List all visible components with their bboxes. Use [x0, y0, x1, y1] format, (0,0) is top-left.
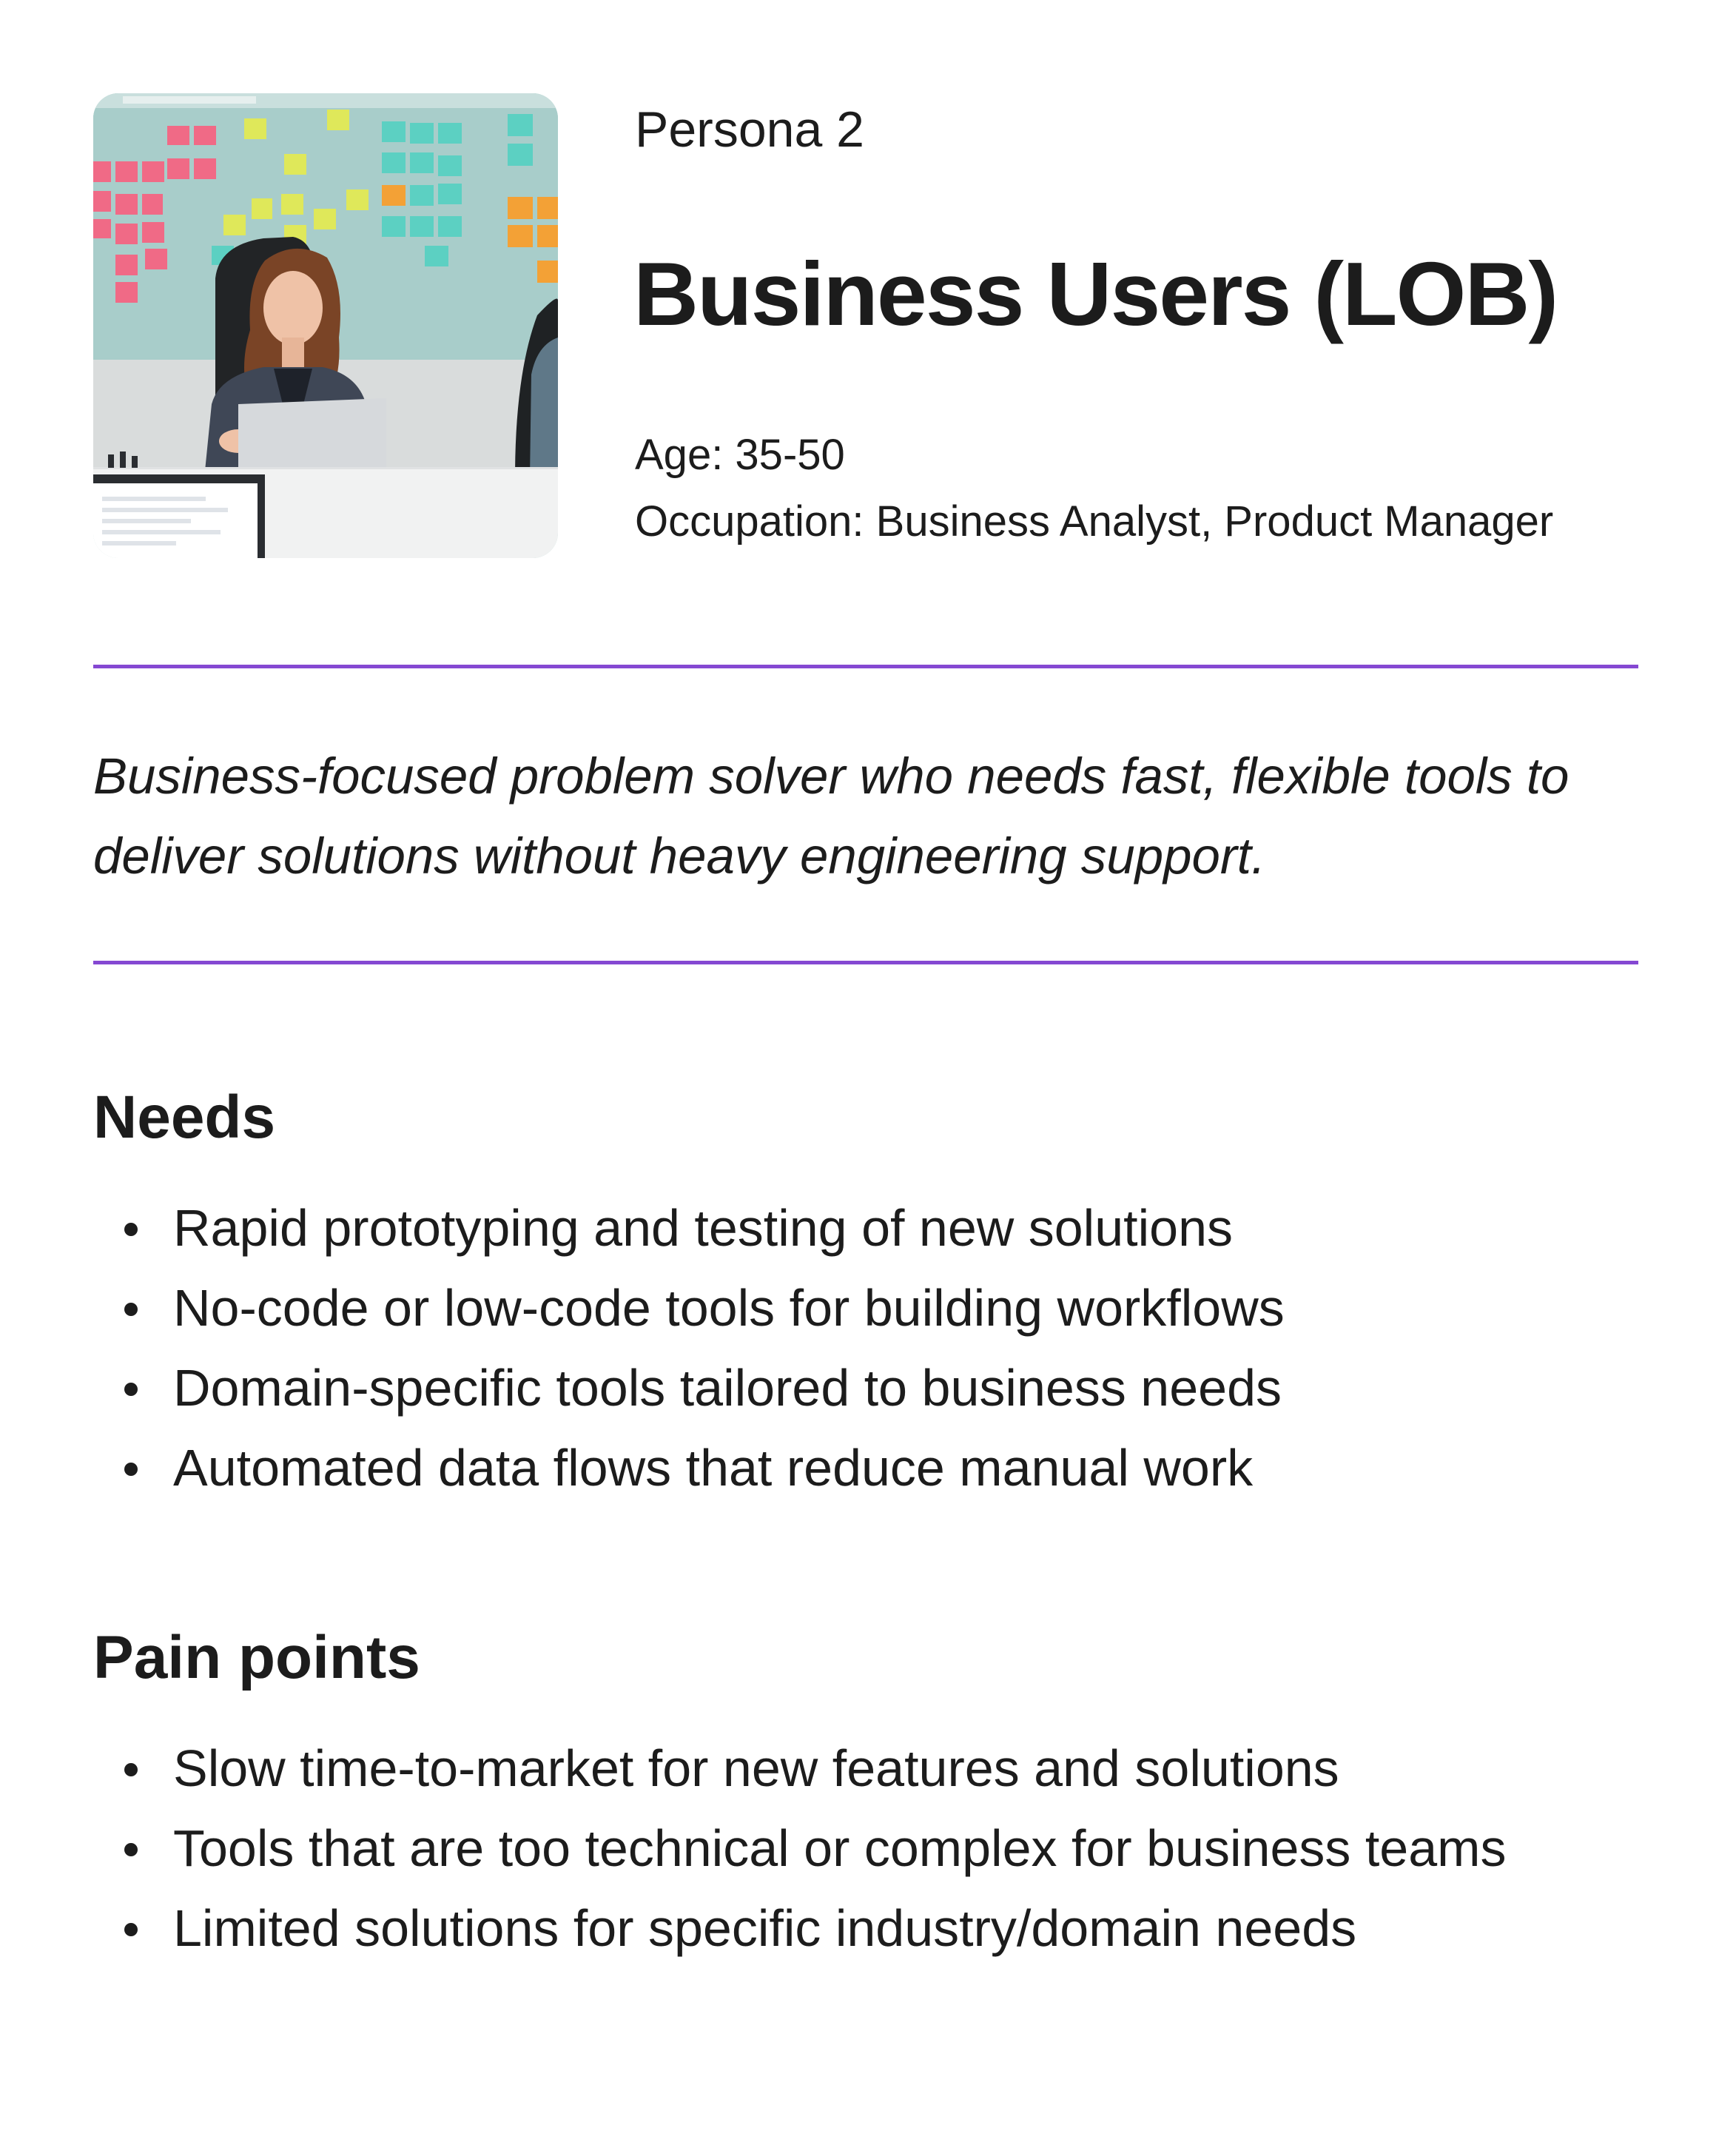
persona-tagline: Business-focused problem solver who needs fast, flexible tools to deliver solutions without heavy engineering support. — [93, 748, 1570, 884]
bullet-icon — [124, 1463, 138, 1476]
divider-top — [93, 665, 1638, 668]
list-item — [93, 1808, 1506, 1888]
persona-number: Persona 2 — [635, 101, 864, 158]
list-item-text: Tools that are too technical or complex for business teams — [173, 1819, 1507, 1877]
list-item — [93, 1428, 1285, 1508]
list-item-text: Rapid prototyping and testing of new solutions — [173, 1199, 1234, 1257]
list-item — [93, 1888, 1506, 1968]
needs-heading: Needs — [93, 1084, 276, 1151]
list-item-text: Automated data flows that reduce manual work — [173, 1439, 1254, 1497]
persona-photo — [93, 93, 558, 558]
bullet-icon — [124, 1223, 138, 1236]
list-item — [93, 1268, 1285, 1348]
age-text: Age: 35-50 — [635, 431, 845, 479]
pain-points-list — [93, 1728, 1506, 1968]
pain-points-heading: Pain points — [93, 1624, 420, 1691]
needs-list — [93, 1188, 1285, 1508]
divider-bottom — [93, 961, 1638, 964]
list-item — [93, 1188, 1285, 1268]
list-item-text: No-code or low-code tools for building workflows — [173, 1279, 1285, 1337]
bullet-icon — [124, 1843, 138, 1856]
bullet-icon — [124, 1383, 138, 1396]
occupation-text: Occupation: Business Analyst, Product Manager — [635, 497, 1554, 546]
list-item — [93, 1728, 1506, 1808]
list-item — [93, 1348, 1285, 1428]
bullet-icon — [124, 1763, 138, 1776]
list-item-text: Limited solutions for specific industry/domain needs — [173, 1899, 1357, 1957]
persona-title: Business Users (LOB) — [633, 244, 1558, 344]
persona-meta — [635, 422, 1553, 555]
list-item-text: Domain-specific tools tailored to business needs — [173, 1359, 1282, 1417]
bullet-icon — [124, 1303, 138, 1316]
list-item-text: Slow time-to-market for new features and solutions — [173, 1739, 1339, 1797]
bullet-icon — [124, 1923, 138, 1936]
